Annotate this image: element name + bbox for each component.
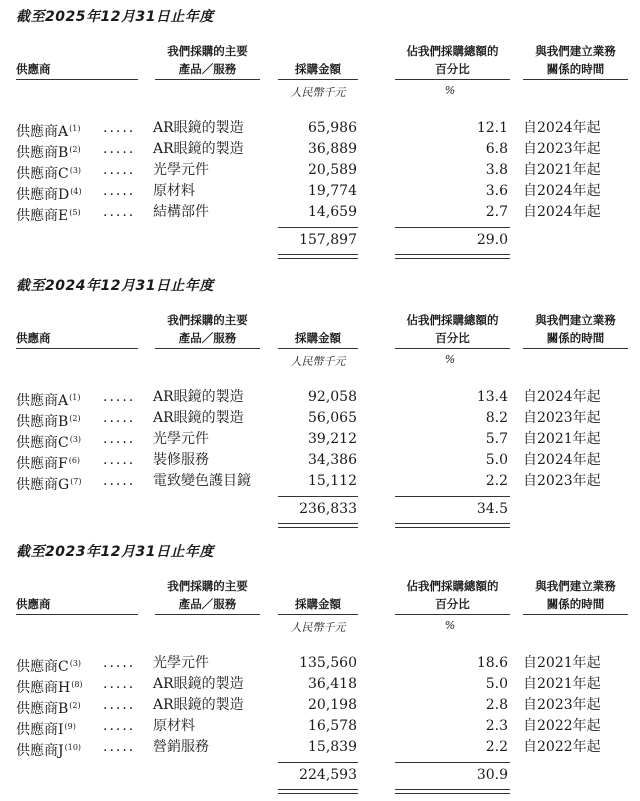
table-row: [0, 429, 640, 450]
since-cell: 自2021年起: [523, 655, 601, 671]
header-amount: [278, 595, 358, 613]
supplier-name: 供應商H: [16, 680, 71, 696]
unit-amount: 人民幣千元: [290, 621, 346, 634]
product-cell: 光學元件: [153, 431, 209, 447]
since-cell: 自2024年起: [523, 389, 601, 405]
supplier-cell: [16, 471, 82, 496]
footnote-ref: (9): [64, 722, 76, 731]
header-since-line2: 關係的時間: [546, 597, 605, 611]
amount-cell: 34,386: [308, 452, 357, 468]
since-cell: 自2023年起: [523, 410, 601, 426]
header-since: [523, 311, 628, 347]
header-underline: [395, 348, 510, 349]
total-amount: 157,897: [299, 232, 357, 248]
table-section: [0, 6, 640, 266]
header-amount-label: 採購金額: [295, 597, 341, 611]
header-supplier: [16, 60, 51, 78]
footnote-ref: (2): [69, 145, 81, 154]
header-underline: [278, 79, 358, 80]
unit-amount: 人民幣千元: [290, 355, 346, 368]
leader-dots: .....: [103, 120, 136, 136]
leader-dots: .....: [103, 718, 136, 734]
amount-cell: 14,659: [308, 204, 357, 220]
table-row: [0, 118, 640, 139]
supplier-name: 供應商C: [16, 166, 69, 182]
header-product-line1: 我們採購的主要: [167, 313, 248, 327]
amount-cell: 36,418: [308, 676, 357, 692]
table-row: [0, 139, 640, 160]
amount-cell: 15,839: [308, 739, 357, 755]
leader-dots: .....: [103, 655, 136, 671]
percent-cell: 3.8: [485, 162, 508, 178]
supplier-name: 供應商I: [16, 722, 64, 738]
total-amount: 224,593: [299, 767, 357, 783]
since-cell: 自2023年起: [523, 473, 601, 489]
product-cell: AR眼鏡的製造: [153, 141, 244, 157]
total-rule: [278, 496, 358, 497]
table-row: [0, 716, 640, 737]
product-cell: AR眼鏡的製造: [153, 697, 244, 713]
header-product-line1: 我們採購的主要: [167, 579, 248, 593]
amount-cell: 92,058: [308, 389, 357, 405]
supplier-name: 供應商C: [16, 659, 69, 675]
header-underline: [523, 79, 628, 80]
leader-dots: .....: [103, 739, 136, 755]
supplier-cell: [16, 737, 81, 762]
percent-cell: 13.4: [476, 389, 508, 405]
total-rule: [395, 227, 510, 228]
header-underline: [523, 348, 628, 349]
table-row: [0, 674, 640, 695]
header-product: [155, 42, 260, 78]
section-title: 截至2024年12月31日止年度: [16, 278, 214, 294]
header-amount: [278, 60, 358, 78]
header-since-line1: 與我們建立業務: [535, 44, 616, 58]
header-underline: [523, 614, 628, 615]
header-supplier-label: 供應商: [16, 597, 51, 611]
header-percentage: [395, 577, 510, 613]
header-percentage: [395, 311, 510, 347]
since-cell: 自2021年起: [523, 676, 601, 692]
supplier-name: 供應商E: [16, 208, 69, 224]
percent-cell: 2.3: [485, 718, 508, 734]
footnote-ref: (3): [69, 166, 82, 175]
amount-cell: 39,212: [308, 431, 357, 447]
header-supplier-label: 供應商: [16, 62, 51, 76]
supplier-cell: [16, 202, 81, 227]
amount-cell: 56,065: [308, 410, 357, 426]
supplier-name: 供應商B: [16, 414, 69, 430]
table-row: [0, 202, 640, 223]
header-supplier-label: 供應商: [16, 331, 51, 345]
footnote-ref: (3): [69, 435, 82, 444]
since-cell: 自2023年起: [523, 141, 601, 157]
amount-cell: 20,198: [308, 697, 357, 713]
table-row: [0, 160, 640, 181]
header-since-line2: 關係的時間: [546, 62, 605, 76]
percent-cell: 6.8: [485, 141, 508, 157]
leader-dots: .....: [103, 697, 136, 713]
section-title: 截至2023年12月31日止年度: [16, 544, 214, 560]
footnote-ref: (4): [70, 187, 82, 196]
header-product-line2: 產品／服務: [178, 597, 237, 611]
table-row: [0, 387, 640, 408]
total-amount: 236,833: [299, 501, 357, 517]
percent-cell: 5.0: [485, 452, 508, 468]
footnote-ref: (2): [69, 414, 81, 423]
leader-dots: .....: [103, 162, 136, 178]
unit-amount: 人民幣千元: [290, 86, 346, 99]
header-amount-label: 採購金額: [295, 62, 341, 76]
table-row: [0, 695, 640, 716]
table-row: [0, 450, 640, 471]
amount-cell: 16,578: [308, 718, 357, 734]
leader-dots: .....: [103, 389, 136, 405]
percent-cell: 8.2: [485, 410, 508, 426]
header-percentage: [395, 42, 510, 78]
header-underline: [16, 348, 138, 349]
product-cell: 裝修服務: [153, 452, 209, 468]
table-row: [0, 408, 640, 429]
total-double-rule: [278, 254, 358, 259]
footnote-ref: (5): [69, 208, 81, 217]
section-title: 截至2025年12月31日止年度: [16, 9, 214, 25]
header-underline: [395, 614, 510, 615]
product-cell: AR眼鏡的製造: [153, 120, 244, 136]
product-cell: 原材料: [153, 718, 195, 734]
header-pct-line2: 百分比: [435, 62, 470, 76]
leader-dots: .....: [103, 183, 136, 199]
leader-dots: .....: [103, 473, 136, 489]
total-double-rule: [395, 254, 510, 259]
leader-dots: .....: [103, 204, 136, 220]
header-supplier: [16, 329, 51, 347]
product-cell: 光學元件: [153, 162, 209, 178]
percent-cell: 3.6: [485, 183, 508, 199]
percent-cell: 2.2: [485, 739, 508, 755]
product-cell: AR眼鏡的製造: [153, 410, 244, 426]
total-rule: [278, 762, 358, 763]
unit-percent: %: [444, 619, 456, 632]
header-product-line2: 產品／服務: [178, 62, 237, 76]
amount-cell: 65,986: [308, 120, 357, 136]
table-row: [0, 737, 640, 758]
amount-cell: 135,560: [299, 655, 357, 671]
percent-cell: 2.7: [485, 204, 508, 220]
percent-cell: 2.2: [485, 473, 508, 489]
header-product-line2: 產品／服務: [178, 331, 237, 345]
header-underline: [155, 348, 260, 349]
header-since-line1: 與我們建立業務: [535, 313, 616, 327]
footnote-ref: (7): [70, 477, 82, 486]
supplier-name: 供應商F: [16, 456, 68, 472]
header-underline: [155, 614, 260, 615]
total-rule: [395, 762, 510, 763]
header-pct-line1: 佔我們採購總額的: [406, 313, 499, 327]
since-cell: 自2022年起: [523, 739, 601, 755]
product-cell: 結構部件: [153, 204, 209, 220]
header-product: [155, 577, 260, 613]
amount-cell: 19,774: [308, 183, 357, 199]
header-since-line2: 關係的時間: [546, 331, 605, 345]
supplier-name: 供應商B: [16, 145, 69, 161]
since-cell: 自2022年起: [523, 718, 601, 734]
footnote-ref: (1): [69, 124, 81, 133]
percent-cell: 5.0: [485, 676, 508, 692]
since-cell: 自2023年起: [523, 697, 601, 713]
total-percent: 30.9: [476, 767, 508, 783]
header-underline: [395, 79, 510, 80]
table-row: [0, 181, 640, 202]
header-underline: [155, 79, 260, 80]
header-pct-line1: 佔我們採購總額的: [406, 44, 499, 58]
percent-cell: 5.7: [485, 431, 508, 447]
footnote-ref: (8): [71, 680, 83, 689]
total-double-rule: [278, 523, 358, 528]
supplier-name: 供應商J: [16, 743, 64, 759]
header-amount: [278, 329, 358, 347]
total-double-rule: [278, 789, 358, 794]
since-cell: 自2024年起: [523, 120, 601, 136]
footnote-ref: (1): [69, 393, 81, 402]
header-pct-line2: 百分比: [435, 597, 470, 611]
unit-percent: %: [444, 353, 456, 366]
header-underline: [16, 614, 138, 615]
total-percent: 34.5: [476, 501, 508, 517]
supplier-name: 供應商B: [16, 701, 69, 717]
leader-dots: .....: [103, 676, 136, 692]
percent-cell: 18.6: [476, 655, 508, 671]
product-cell: 原材料: [153, 183, 195, 199]
leader-dots: .....: [103, 141, 136, 157]
header-since-line1: 與我們建立業務: [535, 579, 616, 593]
supplier-name: 供應商A: [16, 124, 69, 140]
footnote-ref: (3): [69, 659, 82, 668]
supplier-name: 供應商A: [16, 393, 69, 409]
since-cell: 自2021年起: [523, 431, 601, 447]
header-amount-label: 採購金額: [295, 331, 341, 345]
total-rule: [395, 496, 510, 497]
table-section: [0, 275, 640, 535]
since-cell: 自2024年起: [523, 452, 601, 468]
leader-dots: .....: [103, 431, 136, 447]
header-product: [155, 311, 260, 347]
product-cell: AR眼鏡的製造: [153, 676, 244, 692]
table-row: [0, 653, 640, 674]
amount-cell: 15,112: [308, 473, 357, 489]
header-since: [523, 577, 628, 613]
product-cell: 光學元件: [153, 655, 209, 671]
unit-percent: %: [444, 84, 456, 97]
header-underline: [278, 348, 358, 349]
header-underline: [278, 614, 358, 615]
supplier-name: 供應商C: [16, 435, 69, 451]
product-cell: 營銷服務: [153, 739, 209, 755]
total-double-rule: [395, 523, 510, 528]
leader-dots: .....: [103, 410, 136, 426]
product-cell: AR眼鏡的製造: [153, 389, 244, 405]
header-pct-line1: 佔我們採購總額的: [406, 579, 499, 593]
percent-cell: 2.8: [485, 697, 508, 713]
total-double-rule: [395, 789, 510, 794]
leader-dots: .....: [103, 452, 136, 468]
since-cell: 自2024年起: [523, 204, 601, 220]
since-cell: 自2024年起: [523, 183, 601, 199]
header-pct-line2: 百分比: [435, 331, 470, 345]
percent-cell: 12.1: [476, 120, 508, 136]
footnote-ref: (10): [64, 743, 82, 752]
supplier-name: 供應商D: [16, 187, 70, 203]
supplier-name: 供應商G: [16, 477, 70, 493]
amount-cell: 20,589: [308, 162, 357, 178]
amount-cell: 36,889: [308, 141, 357, 157]
header-underline: [16, 79, 138, 80]
footnote-ref: (6): [68, 456, 81, 465]
header-supplier: [16, 595, 51, 613]
table-section: [0, 541, 640, 801]
total-rule: [278, 227, 358, 228]
total-percent: 29.0: [476, 232, 508, 248]
table-row: [0, 471, 640, 492]
product-cell: 電致變色護目鏡: [153, 473, 251, 489]
since-cell: 自2021年起: [523, 162, 601, 178]
header-since: [523, 42, 628, 78]
footnote-ref: (2): [69, 701, 81, 710]
header-product-line1: 我們採購的主要: [167, 44, 248, 58]
